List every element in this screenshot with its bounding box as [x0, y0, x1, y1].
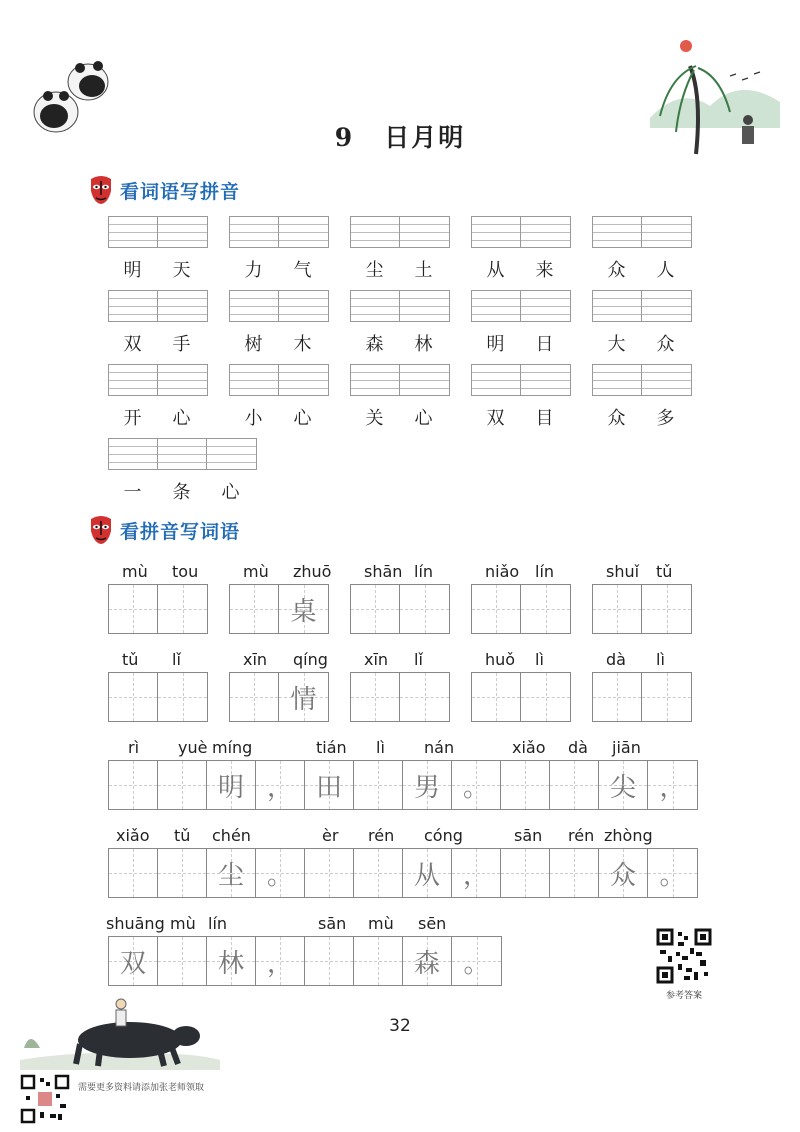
word-character: 土: [414, 260, 433, 281]
writing-cell[interactable]: [279, 673, 328, 721]
pinyin-text: yuè: [178, 738, 208, 757]
word-character: 来: [535, 260, 554, 281]
writing-cell[interactable]: [472, 673, 521, 721]
word-character: 林: [414, 334, 433, 355]
footer-note: 需要更多资料请添加张老师领取: [78, 1083, 205, 1093]
pinyin-text: cóng: [424, 826, 463, 845]
word-character: 众: [607, 260, 626, 281]
given-character: 众: [609, 860, 636, 891]
given-character: 男: [413, 772, 440, 803]
writing-cell[interactable]: [305, 937, 354, 985]
word-character: 明: [486, 334, 505, 355]
writing-cell[interactable]: [158, 849, 207, 897]
given-character: 尖: [609, 772, 636, 803]
given-character: 从: [413, 860, 440, 891]
pinyin-cell[interactable]: [351, 217, 400, 247]
pinyin-cell[interactable]: [521, 365, 570, 395]
word-character: 心: [414, 408, 433, 429]
given-character: 双: [119, 948, 146, 979]
given-character: 森: [413, 948, 440, 979]
opera-mask-icon: [88, 515, 114, 545]
pinyin-cell[interactable]: [230, 291, 279, 321]
word-characters: [350, 256, 450, 282]
pinyin-cell[interactable]: [593, 217, 642, 247]
pinyin-text: tou: [172, 562, 199, 581]
pinyin-cell[interactable]: [642, 291, 691, 321]
word-characters: [108, 330, 208, 356]
word-characters: [592, 330, 692, 356]
pinyin-text: xīn: [243, 650, 268, 669]
writing-cell[interactable]: [351, 585, 400, 633]
writing-cell[interactable]: [207, 937, 256, 985]
pinyin-cell[interactable]: [279, 365, 328, 395]
writing-cell[interactable]: [642, 673, 691, 721]
pinyin-text: rén: [568, 826, 595, 845]
writing-cell[interactable]: [207, 849, 256, 897]
writing-cell[interactable]: [452, 761, 501, 809]
word-characters: [108, 256, 208, 282]
writing-cell[interactable]: [599, 761, 648, 809]
section-2-header: [88, 514, 240, 546]
given-character: 林: [217, 948, 244, 979]
pinyin-text: èr: [322, 826, 339, 845]
pinyin-text: qíng: [293, 650, 328, 669]
pinyin-line-grid[interactable]: [471, 216, 571, 248]
tianzige-row[interactable]: [108, 760, 698, 810]
pinyin-text: lín: [208, 914, 228, 933]
word-character: 关: [365, 408, 384, 429]
pinyin-cell[interactable]: [642, 365, 691, 395]
word-character: 多: [656, 408, 675, 429]
pinyin-cell[interactable]: [230, 365, 279, 395]
tianzige-row[interactable]: [350, 584, 450, 634]
pinyin-text: zhòng: [604, 826, 653, 845]
pinyin-cell[interactable]: [158, 365, 207, 395]
pinyin-line-grid[interactable]: [350, 290, 450, 322]
pinyin-answer-box[interactable]: [592, 216, 692, 282]
writing-cell[interactable]: [109, 937, 158, 985]
tianzige-row[interactable]: [229, 584, 329, 634]
pinyin-answer-box[interactable]: [108, 216, 208, 282]
pinyin-text: lǐ: [414, 650, 423, 669]
word-characters: [592, 404, 692, 430]
word-character: 心: [293, 408, 312, 429]
given-character: ，: [266, 772, 293, 803]
lesson-title: [0, 118, 800, 154]
pinyin-text: dà: [606, 650, 626, 669]
writing-cell[interactable]: [403, 761, 452, 809]
pinyin-line-grid[interactable]: [108, 364, 208, 396]
writing-cell[interactable]: [452, 849, 501, 897]
writing-cell[interactable]: [158, 937, 207, 985]
pinyin-answer-box[interactable]: [350, 290, 450, 356]
pinyin-text: mù: [368, 914, 394, 933]
pinyin-text: lì: [376, 738, 385, 757]
word-character: 小: [244, 408, 263, 429]
pinyin-cell[interactable]: [279, 217, 328, 247]
pinyin-cell[interactable]: [400, 217, 449, 247]
pinyin-answer-box[interactable]: [108, 364, 208, 430]
writing-cell[interactable]: [279, 585, 328, 633]
pinyin-line-grid[interactable]: [350, 364, 450, 396]
pinyin-line-grid[interactable]: [229, 364, 329, 396]
answer-label: 参考答案: [665, 991, 702, 1001]
pinyin-cell[interactable]: [158, 291, 207, 321]
pinyin-answer-box[interactable]: [471, 290, 571, 356]
word-character: 众: [656, 334, 675, 355]
word-character: 从: [486, 260, 505, 281]
word-character: 天: [172, 260, 191, 281]
pinyin-cell[interactable]: [158, 439, 207, 469]
given-character: 情: [290, 684, 317, 715]
writing-cell[interactable]: [256, 761, 305, 809]
word-characters: [471, 404, 571, 430]
given-character: 。: [462, 772, 489, 803]
given-character: 明: [217, 772, 244, 803]
writing-cell[interactable]: [501, 761, 550, 809]
section-1-title: 看词语写拼音: [120, 180, 241, 203]
pinyin-text: tǔ: [656, 562, 673, 581]
writing-cell[interactable]: [400, 673, 449, 721]
lesson-number: 9: [334, 123, 355, 152]
pinyin-text: xiǎo: [512, 738, 546, 757]
writing-cell[interactable]: [648, 849, 697, 897]
pinyin-cell[interactable]: [521, 291, 570, 321]
given-character: ，: [659, 772, 686, 803]
pinyin-line-grid[interactable]: [592, 216, 692, 248]
word-character: 明: [123, 260, 142, 281]
pinyin-cell[interactable]: [472, 291, 521, 321]
pinyin-text: sān: [514, 826, 543, 845]
pinyin-line-grid[interactable]: [592, 364, 692, 396]
word-character: 心: [221, 482, 240, 503]
pinyin-text: tǔ: [174, 826, 191, 845]
pinyin-cell[interactable]: [279, 291, 328, 321]
pinyin-text: lín: [414, 562, 434, 581]
pinyin-answer-box[interactable]: [471, 216, 571, 282]
pinyin-line-grid[interactable]: [108, 216, 208, 248]
writing-cell[interactable]: [109, 849, 158, 897]
pinyin-text: zhuō: [293, 562, 332, 581]
pinyin-text: rì: [128, 738, 140, 757]
pinyin-cell[interactable]: [400, 365, 449, 395]
lesson-name: 日月明: [384, 123, 466, 152]
pinyin-text: shān: [364, 562, 403, 581]
writing-cell[interactable]: [593, 673, 642, 721]
pinyin-text: mù: [122, 562, 148, 581]
pinyin-text: lín: [535, 562, 555, 581]
writing-cell[interactable]: [230, 673, 279, 721]
word-character: 手: [172, 334, 191, 355]
answer-qr-code[interactable]: [656, 928, 712, 984]
writing-cell[interactable]: [550, 849, 599, 897]
tianzige-row[interactable]: [108, 848, 698, 898]
pinyin-text: xiǎo: [116, 826, 150, 845]
pinyin-answer-box[interactable]: [229, 216, 329, 282]
given-character: 桌: [290, 596, 317, 627]
pinyin-text: míng: [212, 738, 253, 757]
pinyin-line-grid[interactable]: [229, 216, 329, 248]
word-characters: [229, 330, 329, 356]
pinyin-text: shuāng: [106, 914, 165, 933]
writing-cell[interactable]: [305, 761, 354, 809]
word-character: 森: [365, 334, 384, 355]
word-character: 尘: [365, 260, 384, 281]
tianzige-row[interactable]: [471, 584, 571, 634]
given-character: 尘: [217, 860, 244, 891]
word-character: 大: [607, 334, 626, 355]
pinyin-text: tián: [316, 738, 347, 757]
tianzige-row[interactable]: [108, 936, 502, 986]
pinyin-line-grid[interactable]: [592, 290, 692, 322]
writing-cell[interactable]: [648, 761, 697, 809]
word-character: 双: [123, 334, 142, 355]
ox-rider-illustration: [20, 990, 220, 1070]
word-character: 人: [656, 260, 675, 281]
given-character: 。: [266, 860, 293, 891]
word-characters: [108, 478, 257, 504]
page-number: 32: [389, 1016, 411, 1036]
pinyin-cell[interactable]: [109, 291, 158, 321]
pinyin-text: xīn: [364, 650, 389, 669]
word-characters: [592, 256, 692, 282]
writing-cell[interactable]: [158, 761, 207, 809]
pinyin-text: rén: [368, 826, 395, 845]
given-character: ，: [462, 860, 489, 891]
pinyin-text: dà: [568, 738, 588, 757]
writing-cell[interactable]: [452, 937, 501, 985]
section-2-title: 看拼音写词语: [120, 520, 241, 543]
pinyin-cell[interactable]: [642, 217, 691, 247]
pinyin-line-grid[interactable]: [471, 364, 571, 396]
pinyin-line-grid[interactable]: [108, 290, 208, 322]
pinyin-answer-box[interactable]: [108, 438, 257, 504]
writing-cell[interactable]: [305, 849, 354, 897]
tianzige-row[interactable]: [592, 584, 692, 634]
word-characters: [471, 330, 571, 356]
writing-cell[interactable]: [354, 937, 403, 985]
pinyin-text: sān: [318, 914, 347, 933]
pinyin-line-grid[interactable]: [471, 290, 571, 322]
word-character: 开: [123, 408, 142, 429]
word-character: 双: [486, 408, 505, 429]
pinyin-answer-box[interactable]: [592, 364, 692, 430]
pinyin-cell[interactable]: [158, 217, 207, 247]
pinyin-text: lì: [656, 650, 665, 669]
pinyin-answer-box[interactable]: [350, 216, 450, 282]
word-characters: [471, 256, 571, 282]
pinyin-cell[interactable]: [109, 217, 158, 247]
writing-cell[interactable]: [109, 673, 158, 721]
pinyin-cell[interactable]: [521, 217, 570, 247]
word-characters: [350, 330, 450, 356]
section-1-header: [88, 174, 240, 206]
given-character: 田: [315, 772, 342, 803]
pinyin-text: sēn: [418, 914, 447, 933]
tianzige-row[interactable]: [229, 672, 329, 722]
pinyin-cell[interactable]: [207, 439, 256, 469]
pinyin-text: shuǐ: [606, 562, 640, 581]
pinyin-text: tǔ: [122, 650, 139, 669]
pinyin-cell[interactable]: [593, 365, 642, 395]
writing-cell[interactable]: [501, 849, 550, 897]
pinyin-answer-box[interactable]: [108, 290, 208, 356]
pinyin-cell[interactable]: [472, 217, 521, 247]
pinyin-text: lǐ: [172, 650, 181, 669]
pinyin-text: huǒ: [485, 650, 516, 669]
writing-cell[interactable]: [354, 849, 403, 897]
pinyin-cell[interactable]: [400, 291, 449, 321]
word-character: 日: [535, 334, 554, 355]
word-character: 一: [123, 482, 142, 503]
pinyin-cell[interactable]: [472, 365, 521, 395]
given-character: 。: [463, 948, 490, 979]
writing-cell[interactable]: [403, 937, 452, 985]
pinyin-cell[interactable]: [109, 365, 158, 395]
pinyin-text: mù: [243, 562, 269, 581]
word-character: 条: [172, 482, 191, 503]
tianzige-row[interactable]: [108, 672, 208, 722]
word-character: 气: [293, 260, 312, 281]
pinyin-cell[interactable]: [351, 365, 400, 395]
tianzige-row[interactable]: [108, 584, 208, 634]
pinyin-answer-box[interactable]: [229, 364, 329, 430]
word-character: 心: [172, 408, 191, 429]
pinyin-answer-box[interactable]: [471, 364, 571, 430]
writing-cell[interactable]: [550, 761, 599, 809]
word-character: 目: [535, 408, 554, 429]
writing-cell[interactable]: [207, 761, 256, 809]
word-characters: [350, 404, 450, 430]
word-characters: [229, 404, 329, 430]
pinyin-answer-box[interactable]: [592, 290, 692, 356]
tianzige-row[interactable]: [471, 672, 571, 722]
opera-mask-icon: [88, 175, 114, 205]
writing-cell[interactable]: [109, 585, 158, 633]
word-characters: [229, 256, 329, 282]
writing-cell[interactable]: [256, 849, 305, 897]
pinyin-answer-box[interactable]: [229, 290, 329, 356]
writing-cell[interactable]: [521, 673, 570, 721]
pinyin-line-grid[interactable]: [108, 438, 257, 470]
tianzige-row[interactable]: [592, 672, 692, 722]
tianzige-row[interactable]: [350, 672, 450, 722]
writing-cell[interactable]: [158, 673, 207, 721]
pinyin-text: chén: [212, 826, 251, 845]
word-character: 木: [293, 334, 312, 355]
given-character: ，: [266, 948, 293, 979]
pinyin-cell[interactable]: [593, 291, 642, 321]
word-character: 众: [607, 408, 626, 429]
writing-cell[interactable]: [256, 937, 305, 985]
writing-cell[interactable]: [400, 585, 449, 633]
pinyin-cell[interactable]: [109, 439, 158, 469]
word-character: 力: [244, 260, 263, 281]
writing-cell[interactable]: [593, 585, 642, 633]
writing-cell[interactable]: [109, 761, 158, 809]
writing-cell[interactable]: [354, 761, 403, 809]
pinyin-line-grid[interactable]: [350, 216, 450, 248]
footer-qr-code[interactable]: [20, 1074, 70, 1124]
writing-cell[interactable]: [230, 585, 279, 633]
pinyin-text: jiān: [612, 738, 641, 757]
writing-cell[interactable]: [158, 585, 207, 633]
writing-cell[interactable]: [351, 673, 400, 721]
pinyin-answer-box[interactable]: [350, 364, 450, 430]
pinyin-cell[interactable]: [230, 217, 279, 247]
pinyin-text: nán: [424, 738, 455, 757]
writing-cell[interactable]: [403, 849, 452, 897]
pinyin-text: lì: [535, 650, 544, 669]
pinyin-line-grid[interactable]: [229, 290, 329, 322]
writing-cell[interactable]: [521, 585, 570, 633]
pinyin-text: mù: [170, 914, 196, 933]
writing-cell[interactable]: [472, 585, 521, 633]
given-character: 。: [659, 860, 686, 891]
writing-cell[interactable]: [599, 849, 648, 897]
pinyin-cell[interactable]: [351, 291, 400, 321]
pinyin-text: niǎo: [485, 562, 520, 581]
word-character: 树: [244, 334, 263, 355]
writing-cell[interactable]: [642, 585, 691, 633]
word-characters: [108, 404, 208, 430]
